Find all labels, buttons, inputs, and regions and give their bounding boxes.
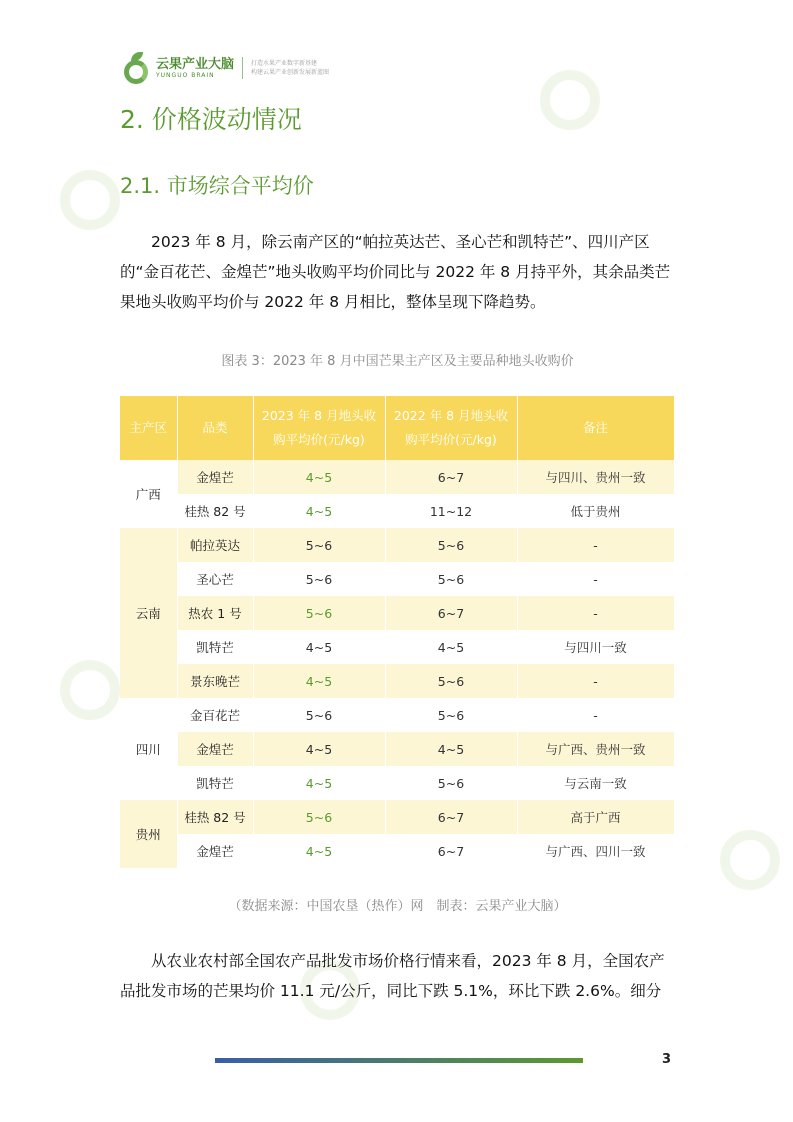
table-row (120, 494, 674, 528)
table-row (120, 460, 674, 494)
variety-cell: 金百花芒 (177, 698, 253, 732)
price-2022-cell: 6~7 (385, 800, 517, 834)
price-2023-cell: 5~6 (253, 800, 385, 834)
section-title: 2. 价格波动情况 (120, 105, 302, 134)
watermark-logo (60, 170, 120, 230)
price-2023-cell: 4~5 (253, 664, 385, 698)
footer-bar (215, 1058, 583, 1063)
table-row (120, 698, 674, 732)
variety-cell: 金煌芒 (177, 732, 253, 766)
region-cell: 广西 (120, 460, 177, 528)
note-cell: 高于广西 (517, 800, 674, 834)
note-cell: 低于贵州 (517, 494, 674, 528)
price-2023-cell: 4~5 (253, 460, 385, 494)
price-2023-cell: 4~5 (253, 494, 385, 528)
table-row (120, 766, 674, 800)
price-2022-cell: 4~5 (385, 732, 517, 766)
variety-cell: 景东晚芒 (177, 664, 253, 698)
price-table (120, 396, 675, 868)
note-cell: - (517, 562, 674, 596)
watermark-logo (720, 830, 780, 890)
table-row (120, 596, 674, 630)
note-cell: - (517, 698, 674, 732)
variety-cell: 桂热 82 号 (177, 800, 253, 834)
table-row (120, 528, 674, 562)
note-cell: 与广西、贵州一致 (517, 732, 674, 766)
note-cell: 与广西、四川一致 (517, 834, 674, 868)
logo-name: 云果产业大脑 (156, 56, 235, 72)
logo-text (156, 57, 234, 80)
slogan-line: 构建云果产业创新发展新蓝图 (251, 69, 330, 76)
column-header: 2023 年 8 月地头收购平均价(元/kg) (253, 396, 385, 460)
table-row (120, 664, 674, 698)
page-number: 3 (662, 1052, 672, 1067)
price-2022-cell: 5~6 (385, 528, 517, 562)
table-header-row (120, 396, 674, 460)
price-2023-cell: 4~5 (253, 834, 385, 868)
table-body (120, 460, 674, 868)
note-cell: - (517, 596, 674, 630)
price-2023-cell: 5~6 (253, 528, 385, 562)
column-header: 备注 (517, 396, 674, 460)
variety-cell: 凯特芒 (177, 766, 253, 800)
price-2023-cell: 5~6 (253, 562, 385, 596)
price-2022-cell: 5~6 (385, 562, 517, 596)
price-2023-cell: 4~5 (253, 630, 385, 664)
column-header: 品类 (177, 396, 253, 460)
subsection-title: 2.1. 市场综合平均价 (120, 174, 314, 198)
price-2022-cell: 4~5 (385, 630, 517, 664)
variety-cell: 金煌芒 (177, 460, 253, 494)
variety-cell: 凯特芒 (177, 630, 253, 664)
price-2023-cell: 4~5 (253, 766, 385, 800)
price-2022-cell: 5~6 (385, 698, 517, 732)
table-caption: 图表 3：2023 年 8 月中国芒果主产区及主要品种地头收购价 (221, 354, 574, 369)
logo-icon (122, 52, 150, 84)
variety-cell: 圣心芒 (177, 562, 253, 596)
column-header: 2022 年 8 月地头收购平均价(元/kg) (385, 396, 517, 460)
price-2022-cell: 6~7 (385, 834, 517, 868)
source-note: （数据来源：中国农垦（热作）网 制表：云果产业大脑） (228, 899, 567, 914)
region-cell: 四川 (120, 698, 177, 800)
price-2022-cell: 5~6 (385, 766, 517, 800)
variety-cell: 热农 1 号 (177, 596, 253, 630)
price-2022-cell: 6~7 (385, 460, 517, 494)
note-cell: 与云南一致 (517, 766, 674, 800)
header (122, 50, 329, 86)
note-cell: 与四川、贵州一致 (517, 460, 674, 494)
price-2022-cell: 5~6 (385, 664, 517, 698)
variety-cell: 金煌芒 (177, 834, 253, 868)
paragraph (120, 946, 675, 1006)
paragraph-text: 2023 年 8 月，除云南产区的“帕拉英达芒、圣心芒和凯特芒”、四川产区的“金百花芒、金煌芒”地头收购平均价同比与 2022 年 8 月持平外，其余品类芒果地头收购平均价与 2022 年 8 月相比，整体呈现下降趋势。 (120, 233, 671, 311)
table-row (120, 562, 674, 596)
region-cell: 贵州 (120, 800, 177, 868)
header-divider (242, 57, 243, 79)
price-2022-cell: 6~7 (385, 596, 517, 630)
watermark-logo (60, 660, 120, 720)
note-cell: 与四川一致 (517, 630, 674, 664)
region-cell: 云南 (120, 528, 177, 698)
price-2023-cell: 4~5 (253, 732, 385, 766)
note-cell: - (517, 664, 674, 698)
table-row (120, 732, 674, 766)
table-row (120, 834, 674, 868)
slogan-line: 打造水果产业数字新基建 (251, 60, 318, 67)
paragraph (120, 227, 675, 317)
table-row (120, 630, 674, 664)
logo-english: YUNGUO BRAIN (156, 71, 215, 79)
column-header: 主产区 (120, 396, 177, 460)
paragraph-text: 从农业农村部全国农产品批发市场价格行情来看，2023 年 8 月，全国农产品批发市场的芒果均价 11.1 元/公斤，同比下跌 5.1%，环比下跌 2.6%。细分 (120, 952, 665, 1000)
price-2023-cell: 5~6 (253, 698, 385, 732)
watermark-logo (540, 70, 600, 130)
price-2023-cell: 5~6 (253, 596, 385, 630)
note-cell: - (517, 528, 674, 562)
variety-cell: 桂热 82 号 (177, 494, 253, 528)
table-row (120, 800, 674, 834)
header-slogan (251, 59, 329, 77)
variety-cell: 帕拉英达 (177, 528, 253, 562)
price-2022-cell: 11~12 (385, 494, 517, 528)
